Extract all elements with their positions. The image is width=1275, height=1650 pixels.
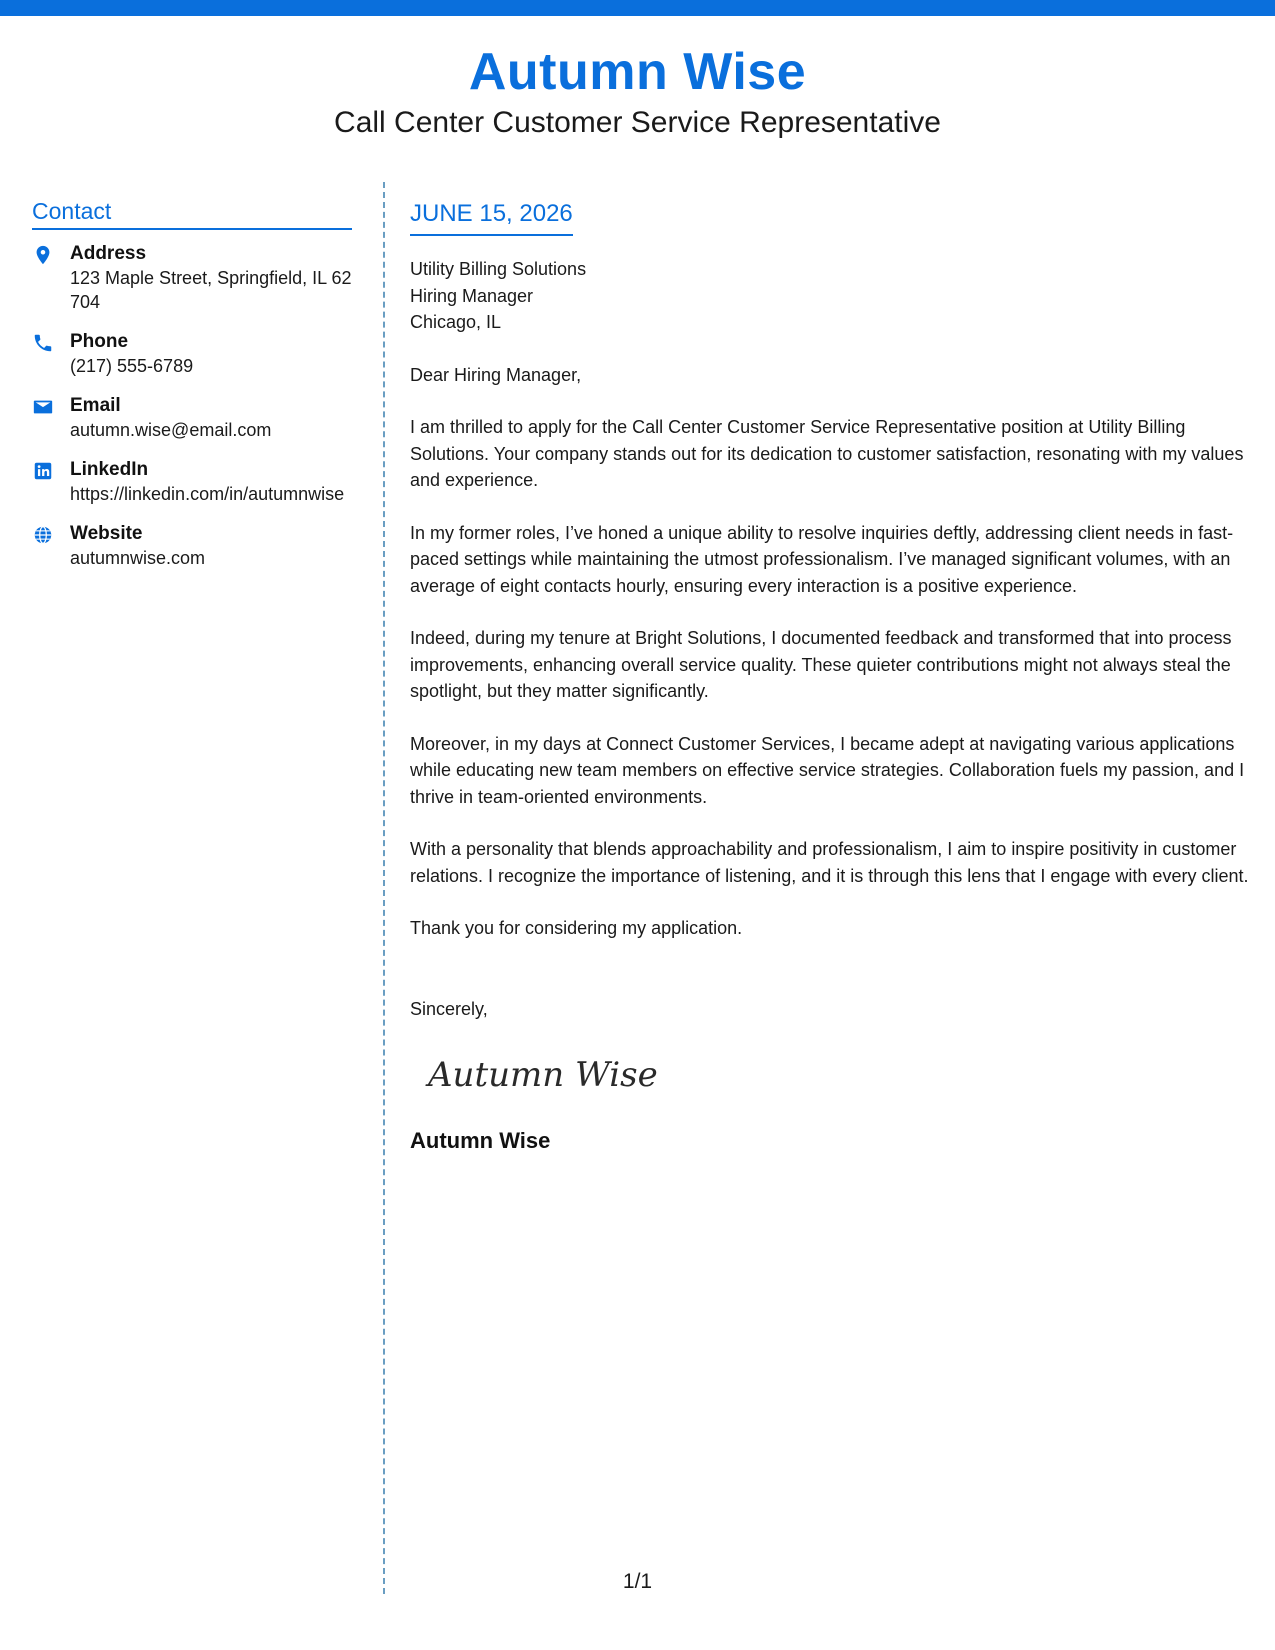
address-value: 123 Maple Street, Springfield, IL 62704 bbox=[70, 268, 352, 312]
website-value[interactable]: autumnwise.com bbox=[70, 548, 206, 568]
phone-icon bbox=[32, 332, 54, 354]
linkedin-value[interactable]: https://linkedin.com/in/autumnwise bbox=[70, 484, 345, 504]
linkedin-icon bbox=[32, 460, 54, 482]
recipient-company: Utility Billing Solutions bbox=[410, 259, 587, 279]
signer-name: Autumn Wise bbox=[410, 1127, 551, 1153]
email-label: Email bbox=[70, 395, 121, 416]
globe-icon bbox=[32, 524, 54, 546]
top-accent-bar bbox=[0, 0, 1275, 16]
paragraph-5: With a personality that blends approachability and professionalism, I aim to inspire positivity in customer relations. I recognize the importance of listening, and it is through this lens that I engage with every client. bbox=[410, 839, 1249, 886]
address-label: Address bbox=[70, 243, 147, 264]
contact-list bbox=[32, 242, 352, 570]
email-value[interactable]: autumn.wise@email.com bbox=[70, 420, 272, 440]
page-number: 1/1 bbox=[622, 1570, 653, 1593]
signature-text: Autumn Wise bbox=[428, 1055, 658, 1095]
paragraph-1: I am thrilled to apply for the Call Center Customer Service Representative position at Utility Billing Solutions. Your company stands out for its dedication to customer satisfaction, resonating with my values and experience. bbox=[410, 417, 1244, 490]
letter-header bbox=[0, 40, 1275, 142]
contact-sidebar bbox=[32, 196, 352, 586]
contact-item-website bbox=[32, 522, 352, 570]
contact-item-address bbox=[32, 242, 352, 314]
letter-body bbox=[410, 198, 1255, 1154]
letter-date: JUNE 15, 2026 bbox=[410, 200, 573, 227]
email-icon bbox=[32, 396, 54, 418]
handwritten-signature bbox=[424, 1044, 684, 1104]
applicant-name: Autumn Wise bbox=[468, 43, 807, 101]
recipient-block bbox=[410, 256, 1255, 336]
linkedin-label: LinkedIn bbox=[70, 459, 149, 480]
contact-item-email bbox=[32, 394, 352, 442]
contact-item-linkedin bbox=[32, 458, 352, 506]
job-title: Call Center Customer Service Representative bbox=[334, 106, 941, 139]
column-divider bbox=[383, 182, 385, 1594]
date-block bbox=[410, 198, 573, 236]
recipient-role: Hiring Manager bbox=[410, 285, 534, 306]
paragraph-2: In my former roles, I’ve honed a unique ability to resolve inquiries deftly, addressing client needs in fast-paced settings while maintaining the utmost professionalism. I’ve managed significant volumes, with an average of eight contacts hourly, ensuring every interaction is a positive experience. bbox=[410, 522, 1234, 596]
paragraph-4: Moreover, in my days at Connect Customer Services, I became adept at navigating various applications while educating new team members on effective service strategies. Collaboration fuels my passion, and I thrive in team-oriented environments. bbox=[410, 733, 1245, 807]
paragraph-6: Thank you for considering my application. bbox=[410, 918, 743, 938]
recipient-location: Chicago, IL bbox=[410, 312, 502, 332]
location-pin-icon bbox=[32, 244, 54, 266]
website-label: Website bbox=[70, 523, 143, 544]
phone-label: Phone bbox=[70, 331, 129, 352]
closing: Sincerely, bbox=[410, 998, 488, 1019]
phone-value: (217) 555-6789 bbox=[70, 356, 194, 376]
greeting: Dear Hiring Manager, bbox=[410, 364, 582, 385]
contact-item-phone bbox=[32, 330, 352, 378]
paragraph-3: Indeed, during my tenure at Bright Solutions, I documented feedback and transformed that into process improvements, enhancing overall service quality. These quieter contributions might not always steal the spotlight, but they matter significantly. bbox=[410, 628, 1232, 701]
contact-heading: Contact bbox=[32, 196, 352, 230]
